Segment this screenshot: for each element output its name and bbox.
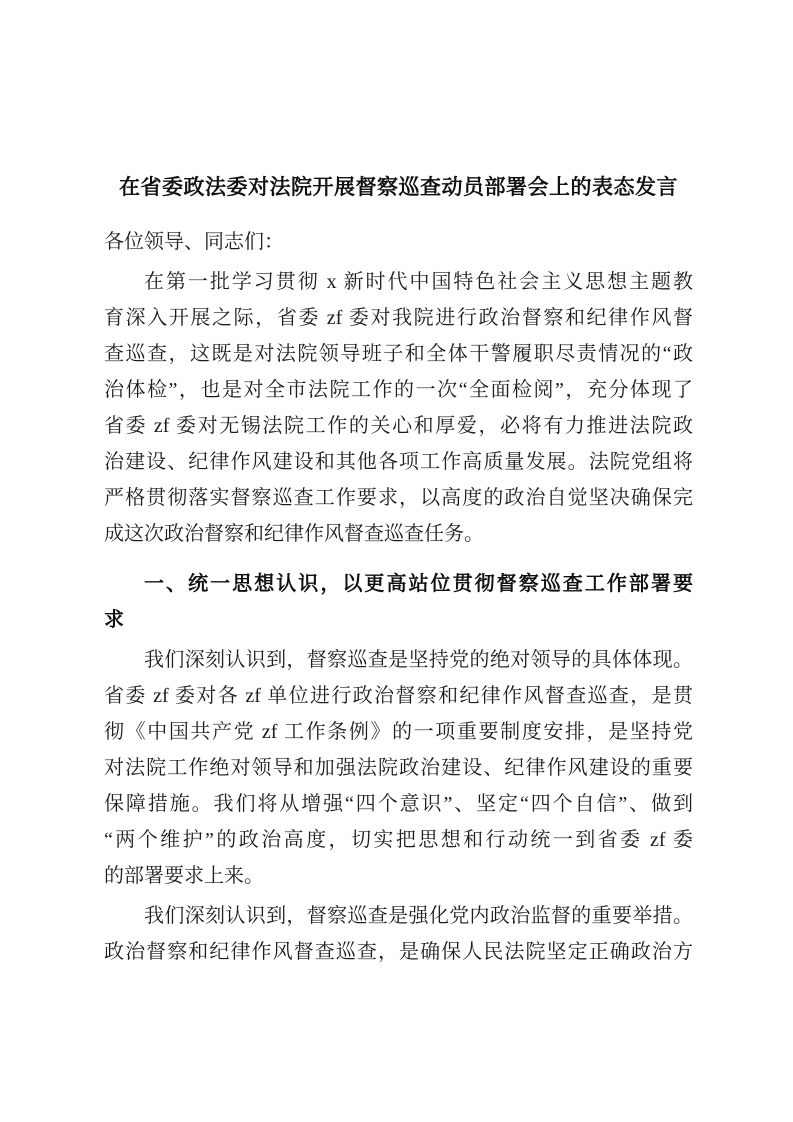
paragraph-line: 治体检”，也是对全市法院工作的一次“全面检阅”，充分体现了: [104, 379, 693, 401]
paragraph-line: 严格贯彻落实督察巡查工作要求，以高度的政治自觉坚决确保完: [104, 487, 693, 509]
paragraph-line: 我们深刻认识到，督察巡查是坚持党的绝对领导的具体体现。: [144, 649, 693, 671]
paragraph-line: 育深入开展之际，省委 zf 委对我院进行政治督察和纪律作风督: [104, 307, 693, 329]
paragraph-line: 省委 zf 委对无锡法院工作的关心和厚爱，必将有力推进法院政: [104, 415, 693, 437]
salutation-line: 各位领导、同志们：: [104, 231, 284, 253]
paragraph-line: 省委 zf 委对各 zf 单位进行政治督察和纪律作风督查巡查，是贯: [104, 685, 693, 707]
paragraph-line: 治建设、纪律作风建设和其他各项工作高质量发展。法院党组将: [104, 451, 693, 473]
body-paragraph-1: [104, 264, 693, 552]
document-title: 在省委政法委对法院开展督察巡查动员部署会上的表态发言: [119, 175, 678, 199]
paragraph-line: 我们深刻认识到，督察巡查是强化党内政治监督的重要举措。: [144, 905, 693, 927]
paragraph-line: 政治督察和纪律作风督查巡查，是确保人民法院坚定正确政治方: [104, 941, 693, 963]
paragraph-line: 在第一批学习贯彻 x 新时代中国特色社会主义思想主题教: [144, 271, 693, 293]
heading-line: 一、统一思想认识，以更高站位贯彻督察巡查工作部署要: [144, 573, 693, 595]
body-paragraph-2: [104, 642, 693, 894]
paragraph-line: 成这次政治督察和纪律作风督查巡查任务。: [104, 523, 484, 545]
paragraph-line: 对法院工作绝对领导和加强法院政治建设、纪律作风建设的重要: [104, 757, 693, 779]
paragraph-line: 彻《中国共产党 zf 工作条例》的一项重要制度安排，是坚持党: [104, 721, 693, 743]
paragraph-line: 的部署要求上来。: [104, 865, 264, 887]
body-paragraph-3: [104, 898, 693, 970]
paragraph-line: “两个维护”的政治高度，切实把思想和行动统一到省委 zf 委: [104, 829, 693, 851]
heading-line: 求: [104, 609, 124, 631]
paragraph-line: 查巡查，这既是对法院领导班子和全体干警履职尽责情况的“政: [104, 343, 693, 365]
section-heading-1: [104, 566, 693, 638]
paragraph-line: 保障措施。我们将从增强“四个意识”、坚定“四个自信”、做到: [104, 793, 693, 815]
